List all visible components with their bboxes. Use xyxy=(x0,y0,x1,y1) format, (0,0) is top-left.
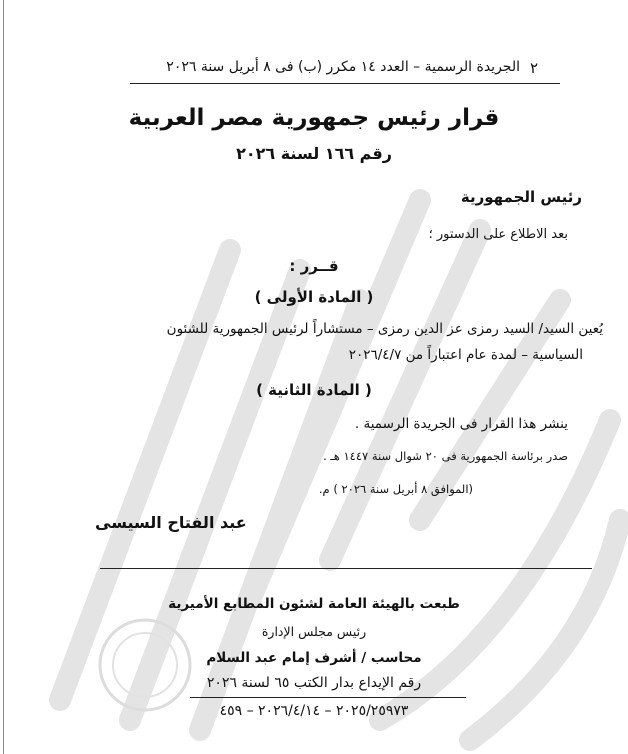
deposit-rule xyxy=(190,697,466,698)
article1-line2: السياسية – لمدة عام اعتباراً من ٢٠٢٦/٤/٧ xyxy=(348,347,583,363)
deposit-number: رقم الإيداع بدار الكتب ٦٥ لسنة ٢٠٢٦ xyxy=(206,675,422,691)
decided-label: قــرر : xyxy=(289,257,339,275)
corresponding-date: (الموافق ٨ أبريل سنة ٢٠٢٦ ) م. xyxy=(318,482,473,496)
header-rule xyxy=(130,83,560,84)
article2-text: ينشر هذا القرار فى الجريدة الرسمية . xyxy=(354,416,568,432)
decree-number: رقم ١٦٦ لسنة ٢٠٢٦ xyxy=(236,144,392,163)
preamble: بعد الاطلاع على الدستور ؛ xyxy=(428,227,568,242)
chairman-name: محاسب / أشرف إمام عبد السلام xyxy=(206,650,422,666)
issued-date: صدر برئاسة الجمهورية فى ٢٠ شوال سنة ١٤٤٧ هـ . xyxy=(323,449,568,463)
running-title: الجريدة الرسمية – العدد ١٤ مكرر (ب) فى ٨ أبريل سنة ٢٠٢٦ xyxy=(166,59,520,75)
chairman-title: رئيس مجلس الإدارة xyxy=(261,624,367,639)
print-code: ٢٠٢٥/٢٥٩٧٣ – ٢٠٢٦/٤/١٤ – ٤٥٩ xyxy=(219,703,409,719)
article2-heading: ( المادة الثانية ) xyxy=(256,381,372,399)
issuer: رئيس الجمهورية xyxy=(460,188,582,206)
footer-rule xyxy=(100,568,592,569)
article1-heading: ( المادة الأولى ) xyxy=(254,288,374,306)
decree-title: قرار رئيس جمهورية مصر العربية xyxy=(128,105,500,131)
page-number: ٢ xyxy=(530,59,539,77)
printed-by: طبعت بالهيئة العامة لشئون المطابع الأميرية xyxy=(168,596,460,612)
signature-name: عبد الفتاح السيسى xyxy=(95,513,247,532)
article1-line1: يُعين السيد/ السيد رمزى عز الدين رمزى – مستشاراً لرئيس الجمهورية للشئون xyxy=(166,321,603,337)
